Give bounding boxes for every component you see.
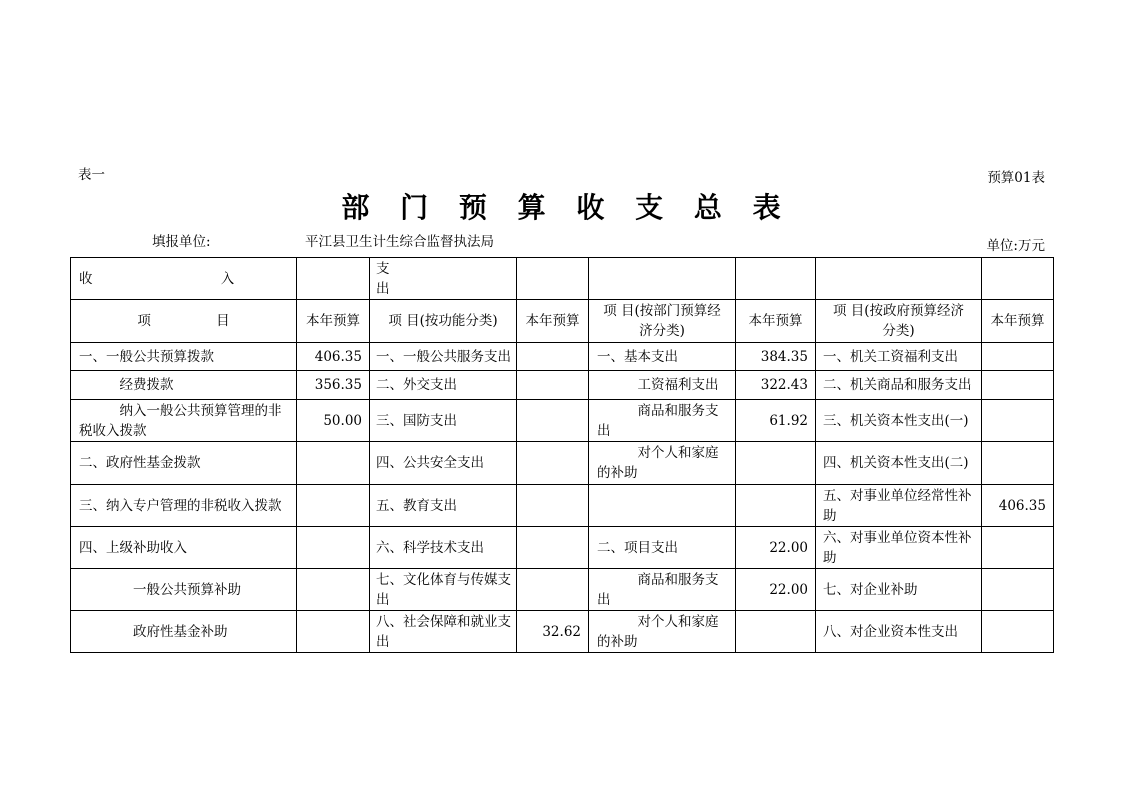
- page-title: 部 门 预 算 收 支 总 表: [341, 191, 781, 224]
- function-budget-cell: [517, 527, 589, 569]
- expense-group-header: [370, 258, 517, 300]
- group-header-empty-cell: [736, 258, 816, 300]
- table-row: [71, 569, 1054, 611]
- gov-econ-item-cell: 四、机关资本性支出(二): [816, 442, 982, 485]
- reporting-unit-label: 填报单位:: [152, 234, 211, 250]
- form-code: 预算01表: [987, 170, 1045, 186]
- function-item-cell: 二、外交支出: [370, 371, 517, 400]
- reporting-unit-name: 平江县卫生计生综合监督执法局: [305, 234, 494, 250]
- function-budget-cell: [517, 343, 589, 371]
- column-header-row: [71, 300, 1054, 343]
- dept-econ-item-cell: 对个人和家庭的补助: [589, 442, 736, 485]
- income-budget-cell: [297, 611, 370, 653]
- dept-econ-budget-cell: 322.43: [736, 371, 816, 400]
- function-budget-cell: [517, 400, 589, 442]
- dept-econ-budget-cell: 22.00: [736, 527, 816, 569]
- column-header-function-budget: 本年预算: [517, 300, 589, 343]
- income-budget-cell: [297, 485, 370, 527]
- gov-econ-item-cell: 八、对企业资本性支出: [816, 611, 982, 653]
- income-item-cell: 三、纳入专户管理的非税收入拨款: [71, 485, 297, 527]
- column-header-function-item: 项 目(按功能分类): [370, 300, 517, 343]
- group-header-empty-cell: [982, 258, 1054, 300]
- expense-group-label: 支 出: [376, 260, 390, 297]
- gov-econ-budget-cell: [982, 569, 1054, 611]
- function-item-cell: 六、科学技术支出: [370, 527, 517, 569]
- table-row: [71, 371, 1054, 400]
- gov-econ-budget-cell: 406.35: [982, 485, 1054, 527]
- table-number: 表一: [78, 167, 105, 183]
- income-budget-cell: 356.35: [297, 371, 370, 400]
- function-budget-cell: [517, 371, 589, 400]
- dept-econ-budget-cell: 22.00: [736, 569, 816, 611]
- income-budget-cell: [297, 527, 370, 569]
- dept-econ-item-cell: 二、项目支出: [589, 527, 736, 569]
- income-item-cell: 二、政府性基金拨款: [71, 442, 297, 485]
- table-row: [71, 527, 1054, 569]
- function-budget-cell: [517, 442, 589, 485]
- income-item-cell: 一般公共预算补助: [71, 569, 297, 611]
- income-item-cell: 四、上级补助收入: [71, 527, 297, 569]
- gov-econ-item-cell: 三、机关资本性支出(一): [816, 400, 982, 442]
- dept-econ-item-cell: 商品和服务支出: [589, 400, 736, 442]
- dept-econ-item-cell: 商品和服务支出: [589, 569, 736, 611]
- income-item-cell: 政府性基金补助: [71, 611, 297, 653]
- income-budget-cell: 50.00: [297, 400, 370, 442]
- income-group-label: 收 入: [79, 270, 235, 287]
- function-budget-cell: [517, 485, 589, 527]
- currency-unit: 单位:万元: [986, 238, 1045, 254]
- dept-econ-budget-cell: 384.35: [736, 343, 816, 371]
- table-row: [71, 343, 1054, 371]
- gov-econ-item-cell: 二、机关商品和服务支出: [816, 371, 982, 400]
- dept-econ-budget-cell: [736, 442, 816, 485]
- group-header-empty-cell: [589, 258, 736, 300]
- column-header-dept-econ-item: 项 目(按部门预算经济分类): [589, 300, 736, 343]
- function-budget-cell: 32.62: [517, 611, 589, 653]
- dept-econ-budget-cell: [736, 611, 816, 653]
- income-item-cell: 一、一般公共预算拨款: [71, 343, 297, 371]
- column-header-income-item-label: 项 目: [137, 313, 230, 329]
- dept-econ-budget-cell: [736, 485, 816, 527]
- gov-econ-item-cell: 六、对事业单位资本性补助: [816, 527, 982, 569]
- gov-econ-budget-cell: [982, 400, 1054, 442]
- table-row: [71, 485, 1054, 527]
- group-header-empty-cell: [517, 258, 589, 300]
- column-header-income-budget: 本年预算: [297, 300, 370, 343]
- gov-econ-item-cell: 一、机关工资福利支出: [816, 343, 982, 371]
- group-header-row: [71, 258, 1054, 300]
- gov-econ-budget-cell: [982, 371, 1054, 400]
- table-row: [71, 611, 1054, 653]
- income-item-cell: 经费拨款: [71, 371, 297, 400]
- function-item-cell: 八、社会保障和就业支出: [370, 611, 517, 653]
- column-header-gov-econ-item: 项 目(按政府预算经济分类): [816, 300, 982, 343]
- gov-econ-budget-cell: [982, 343, 1054, 371]
- table-row: [71, 400, 1054, 442]
- dept-econ-item-cell: 一、基本支出: [589, 343, 736, 371]
- group-header-empty-cell: [816, 258, 982, 300]
- dept-econ-budget-cell: 61.92: [736, 400, 816, 442]
- gov-econ-item-cell: 五、对事业单位经常性补助: [816, 485, 982, 527]
- function-budget-cell: [517, 569, 589, 611]
- income-group-header: [71, 258, 297, 300]
- income-budget-cell: 406.35: [297, 343, 370, 371]
- gov-econ-item-cell: 七、对企业补助: [816, 569, 982, 611]
- dept-econ-item-cell: 工资福利支出: [589, 371, 736, 400]
- function-item-cell: 三、国防支出: [370, 400, 517, 442]
- income-budget-cell: [297, 442, 370, 485]
- dept-econ-item-cell: 对个人和家庭的补助: [589, 611, 736, 653]
- dept-econ-item-cell: [589, 485, 736, 527]
- table-row: [71, 442, 1054, 485]
- function-item-cell: 四、公共安全支出: [370, 442, 517, 485]
- column-header-dept-econ-budget: 本年预算: [736, 300, 816, 343]
- group-header-empty-cell: [297, 258, 370, 300]
- income-item-cell: 纳入一般公共预算管理的非税收入拨款: [71, 400, 297, 442]
- function-item-cell: 一、一般公共服务支出: [370, 343, 517, 371]
- gov-econ-budget-cell: [982, 442, 1054, 485]
- income-budget-cell: [297, 569, 370, 611]
- function-item-cell: 七、文化体育与传媒支出: [370, 569, 517, 611]
- budget-summary-table: [70, 257, 1054, 653]
- column-header-income-item: [71, 300, 297, 343]
- gov-econ-budget-cell: [982, 527, 1054, 569]
- function-item-cell: 五、教育支出: [370, 485, 517, 527]
- gov-econ-budget-cell: [982, 611, 1054, 653]
- column-header-gov-econ-budget: 本年预算: [982, 300, 1054, 343]
